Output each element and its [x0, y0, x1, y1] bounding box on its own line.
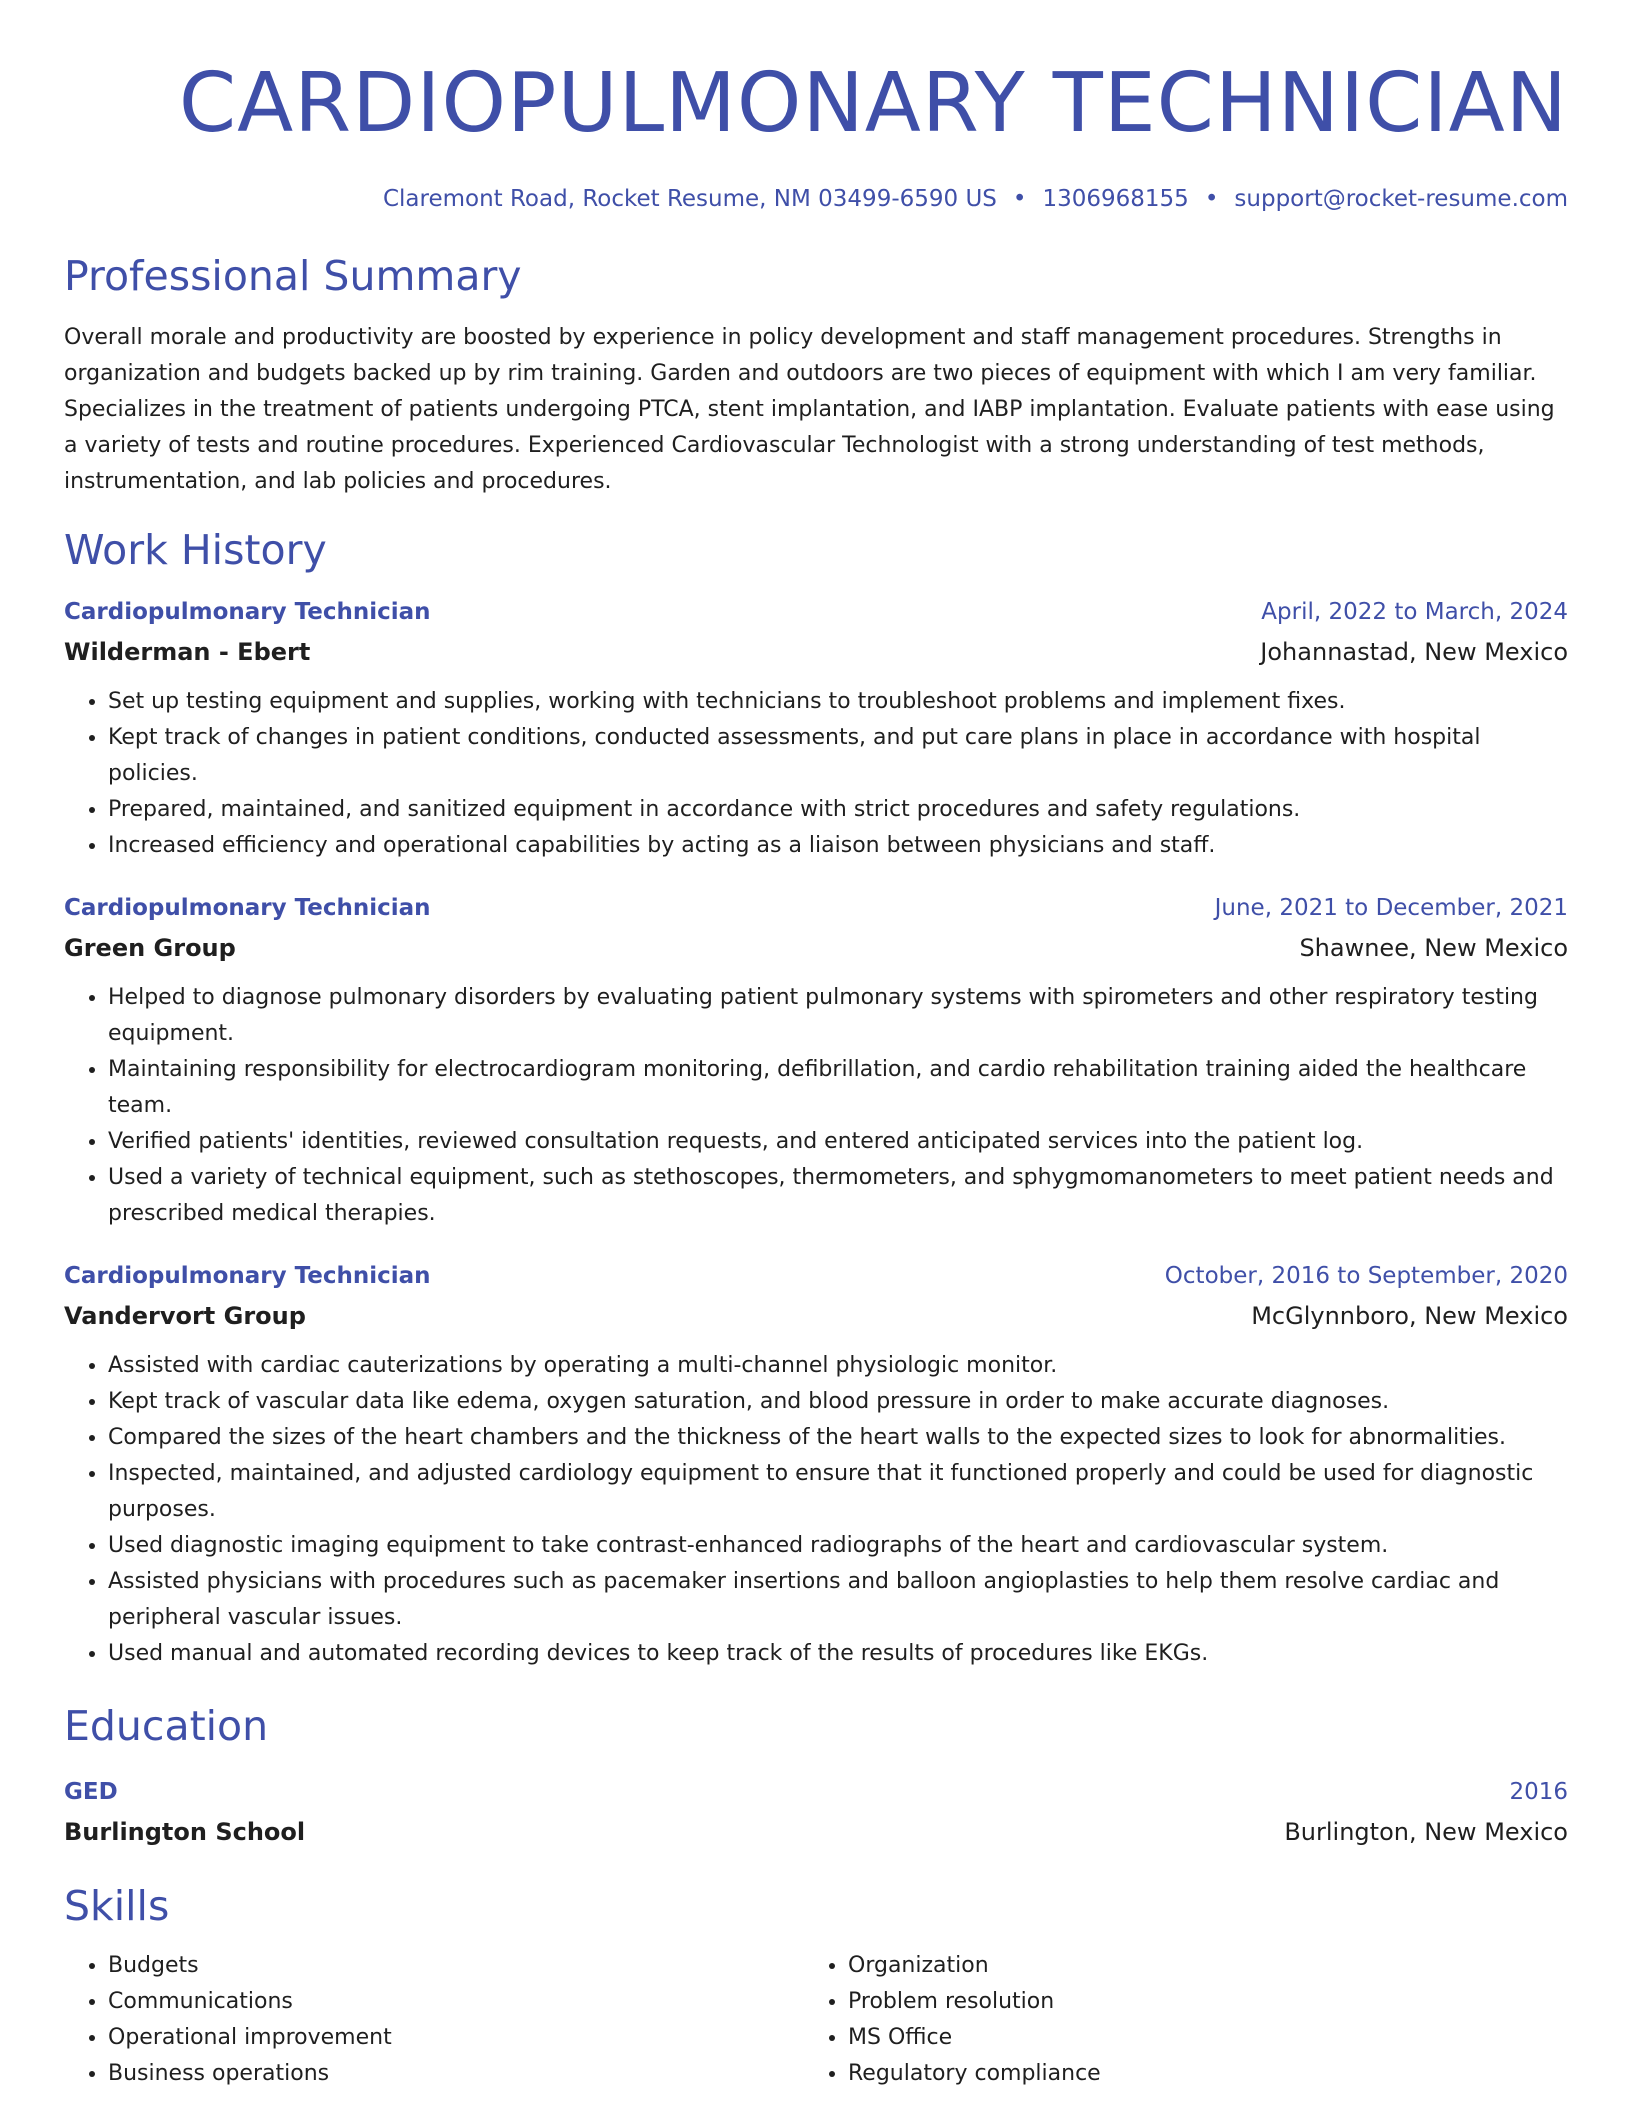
skills-left-column — [64, 1948, 804, 2092]
job-bullet: • Used diagnostic imaging equipment to take contrast-enhanced radiographs of the heart and cardiovascular system. — [108, 1528, 1568, 1564]
job-bullet: • Assisted with cardiac cauterizations by operating a multi-channel physiologic monitor. — [108, 1348, 1568, 1384]
job-location: Shawnee, New Mexico — [1299, 934, 1568, 962]
candidate-title: CARDIOPULMONARY TECHNICIAN — [178, 56, 1568, 151]
job-location: McGlynnboro, New Mexico — [1251, 1302, 1568, 1330]
contact-line — [64, 182, 1568, 216]
job-bullet: • Set up testing equipment and supplies, working with technicians to troubleshoot problems and implement fixes. — [108, 684, 1568, 720]
job-bullets — [64, 1348, 1568, 1672]
skill-item: • MS Office — [848, 2020, 1544, 2056]
job-title: Cardiopulmonary Technician — [64, 1263, 431, 1289]
skills-section — [64, 1878, 1568, 2092]
job-title: Cardiopulmonary Technician — [64, 599, 431, 625]
job-bullet: • Kept track of changes in patient conditions, conducted assessments, and put care plans in place in accordance with hospital policies. — [108, 720, 1568, 792]
skill-item: • Communications — [108, 1984, 804, 2020]
contact-address: Claremont Road, Rocket Resume, NM 03499-6590 US — [382, 186, 997, 212]
contact-separator: • — [1012, 186, 1027, 212]
summary-heading: Professional Summary — [64, 252, 522, 300]
job-entry — [64, 592, 1568, 864]
education-degree: GED — [64, 1779, 118, 1805]
job-company: Green Group — [64, 934, 236, 962]
job-bullet: • Kept track of vascular data like edema, oxygen saturation, and blood pressure in order to make accurate diagnoses. — [108, 1384, 1568, 1420]
education-year: 2016 — [1509, 1779, 1568, 1805]
skills-columns — [64, 1948, 1568, 2092]
job-location: Johannastad, New Mexico — [1260, 638, 1568, 666]
skill-item: • Organization — [848, 1948, 1544, 1984]
summary-text: Overall morale and productivity are boosted by experience in policy development and staff management procedures. Strengths in organization and budgets backed up by rim training. Garden and outdoors are two pieces of equipment with which I am very familiar. Specializes in the treatment of patients undergoing PTCA, stent implantation, and IABP implantation. Evaluate patients with ease using a variety of tests and routine procedures. Experienced Cardiovascular Technologist with a strong understanding of test methods, instrumentation, and lab policies and procedures. — [64, 325, 1555, 494]
job-company: Wilderman - Ebert — [64, 638, 311, 666]
work-history-heading: Work History — [64, 526, 327, 574]
education-heading: Education — [64, 1702, 269, 1750]
skill-item: • Operational improvement — [108, 2020, 804, 2056]
job-title: Cardiopulmonary Technician — [64, 895, 431, 921]
job-bullet: • Increased efficiency and operational capabilities by acting as a liaison between physicians and staff. — [108, 828, 1568, 864]
education-school: Burlington School — [64, 1818, 306, 1846]
skills-heading: Skills — [64, 1882, 170, 1930]
job-bullets — [64, 980, 1568, 1232]
job-dates: April, 2022 to March, 2024 — [1261, 599, 1568, 625]
job-entry — [64, 1256, 1568, 1672]
job-entry — [64, 888, 1568, 1232]
contact-phone: 1306968155 — [1042, 186, 1189, 212]
job-bullet: • Prepared, maintained, and sanitized equipment in accordance with strict procedures and safety regulations. — [108, 792, 1568, 828]
education-location: Burlington, New Mexico — [1284, 1818, 1568, 1846]
job-bullet: • Maintaining responsibility for electrocardiogram monitoring, defibrillation, and cardio rehabilitation training aided the healthcare team. — [108, 1052, 1568, 1124]
job-bullet: • Compared the sizes of the heart chambers and the thickness of the heart walls to the expected sizes to look for abnormalities. — [108, 1420, 1568, 1456]
skill-item: • Budgets — [108, 1948, 804, 1984]
education-section — [64, 1698, 1568, 1852]
job-company: Vandervort Group — [64, 1302, 306, 1330]
work-history-section — [64, 522, 1568, 1672]
job-bullet: • Used a variety of technical equipment, such as stethoscopes, thermometers, and sphygmomanometers to meet patient needs and prescribed medical therapies. — [108, 1160, 1568, 1232]
job-bullet: • Verified patients' identities, reviewed consultation requests, and entered anticipated services into the patient log. — [108, 1124, 1568, 1160]
skill-item: • Problem resolution — [848, 1984, 1544, 2020]
contact-separator: • — [1204, 186, 1219, 212]
job-dates: June, 2021 to December, 2021 — [1214, 895, 1568, 921]
job-bullet: • Helped to diagnose pulmonary disorders by evaluating patient pulmonary systems with spirometers and other respiratory testing equipment. — [108, 980, 1568, 1052]
job-bullets — [64, 684, 1568, 864]
skill-item: • Regulatory compliance — [848, 2056, 1544, 2092]
skill-item: • Business operations — [108, 2056, 804, 2092]
contact-email: support@rocket-resume.com — [1234, 186, 1568, 212]
skills-right-column — [804, 1948, 1544, 2092]
job-bullet: • Used manual and automated recording devices to keep track of the results of procedures like EKGs. — [108, 1636, 1568, 1672]
summary-section — [64, 248, 1568, 500]
education-entry — [64, 1772, 1568, 1852]
resume-header — [64, 48, 1568, 216]
job-bullet: • Inspected, maintained, and adjusted cardiology equipment to ensure that it functioned properly and could be used for diagnostic purposes. — [108, 1456, 1568, 1528]
job-dates: October, 2016 to September, 2020 — [1164, 1263, 1568, 1289]
job-bullet: • Assisted physicians with procedures such as pacemaker insertions and balloon angioplasties to help them resolve cardiac and peripheral vascular issues. — [108, 1564, 1568, 1636]
